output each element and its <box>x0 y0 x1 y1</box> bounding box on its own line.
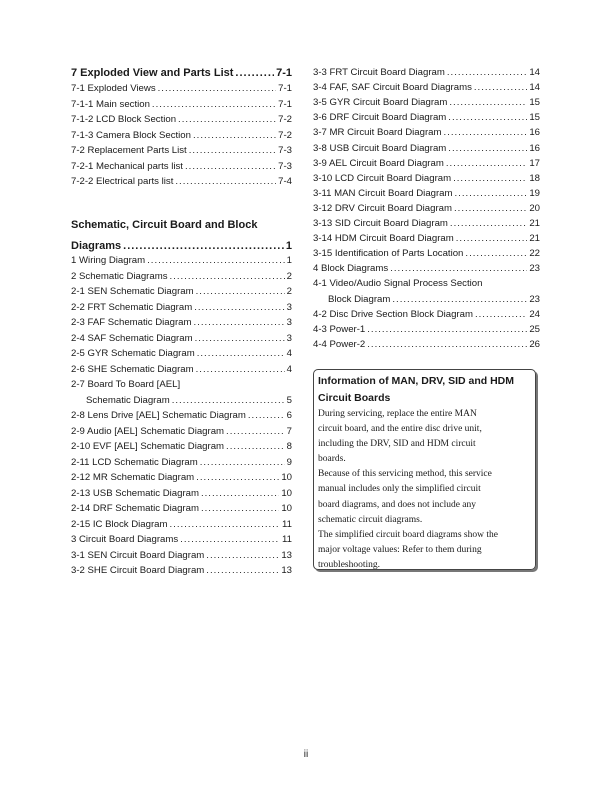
toc-entry[interactable]: 3 Circuit Board Diagrams ..... 11 <box>71 533 292 547</box>
toc-entry[interactable]: 2-4 SAF Schematic Diagram ..... 3 <box>71 332 292 346</box>
leader-dots <box>392 293 527 307</box>
leader-dots <box>475 308 527 322</box>
toc-entry[interactable]: 4-1 Video/Audio Signal Process Section <box>313 278 483 290</box>
toc-entry[interactable]: 2-14 DRF Schematic Diagram ..... 10 <box>71 502 292 516</box>
info-box-line: boards. <box>318 454 346 465</box>
info-box-line: Because of this servicing method, this service <box>318 469 492 480</box>
toc-entry[interactable]: 7-1-2 LCD Block Section ..... 7-2 <box>71 113 292 127</box>
toc-entry[interactable]: 2-7 Board To Board [AEL] <box>71 379 181 390</box>
leader-dots <box>367 323 527 337</box>
toc-entry[interactable]: 3-6 DRF Circuit Board Diagram ..... 15 <box>313 111 540 125</box>
leader-dots <box>474 81 527 95</box>
toc-heading-schematic[interactable]: Diagrams ..... 1 <box>71 239 292 253</box>
leader-dots <box>447 66 527 80</box>
toc-entry[interactable]: 2-2 FRT Schematic Diagram ..... 3 <box>71 301 292 315</box>
leader-dots <box>172 394 285 408</box>
toc-entry[interactable]: 2-1 SEN Schematic Diagram ..... 2 <box>71 285 292 299</box>
leader-dots <box>206 549 279 563</box>
leader-dots <box>453 172 527 186</box>
leader-dots <box>196 471 279 485</box>
toc-entry[interactable]: 4-3 Power-1 ..... 25 <box>313 323 540 337</box>
toc-entry[interactable]: Block Diagram ..... 23 <box>313 293 540 307</box>
leader-dots <box>390 262 527 276</box>
leader-dots <box>235 66 274 80</box>
leader-dots <box>180 533 280 547</box>
leader-dots <box>158 82 277 96</box>
toc-entry[interactable]: 4 Block Diagrams ..... 23 <box>313 262 540 276</box>
info-box-line: including the DRV, SID and HDM circuit <box>318 439 476 450</box>
toc-entry[interactable]: 7-1-1 Main section ..... 7-1 <box>71 98 292 112</box>
toc-entry[interactable]: Schematic Diagram ..... 5 <box>71 394 292 408</box>
leader-dots <box>226 425 285 439</box>
leader-dots <box>465 247 527 261</box>
leader-dots <box>446 157 528 171</box>
toc-entry[interactable]: 7-1-3 Camera Block Section ..... 7-2 <box>71 129 292 143</box>
toc-entry[interactable]: 2-10 EVF [AEL] Schematic Diagram ..... 8 <box>71 440 292 454</box>
page-number: ii <box>303 749 309 760</box>
toc-entry[interactable]: 2-11 LCD Schematic Diagram ..... 9 <box>71 456 292 470</box>
toc-entry[interactable]: 3-8 USB Circuit Board Diagram ..... 16 <box>313 142 540 156</box>
info-box-line: manual includes only the simplified circuit <box>318 484 481 495</box>
info-box-line: board diagrams, and does not include any <box>318 499 477 510</box>
leader-dots <box>444 126 528 140</box>
info-box <box>313 369 536 570</box>
leader-dots <box>185 160 276 174</box>
leader-dots <box>152 98 276 112</box>
toc-entry[interactable]: 2 Schematic Diagrams ..... 2 <box>71 270 292 284</box>
leader-dots <box>200 456 285 470</box>
leader-dots <box>193 129 276 143</box>
toc-entry[interactable]: 3-15 Identification of Parts Location ..... 22 <box>313 247 540 261</box>
toc-entry[interactable]: 2-5 GYR Schematic Diagram ..... 4 <box>71 347 292 361</box>
leader-dots <box>195 332 285 346</box>
info-box-title: Information of MAN, DRV, SID and HDM Circuit Boards <box>318 375 515 404</box>
leader-dots <box>189 144 276 158</box>
leader-dots <box>147 254 285 268</box>
toc-entry[interactable]: 4-2 Disc Drive Section Block Diagram ..... 24 <box>313 308 540 322</box>
leader-dots <box>170 518 281 532</box>
toc-entry[interactable]: 3-1 SEN Circuit Board Diagram ..... 13 <box>71 549 292 563</box>
leader-dots <box>456 232 528 246</box>
toc-entry[interactable]: 3-5 GYR Circuit Board Diagram ..... 15 <box>313 96 540 110</box>
toc-entry[interactable]: 7-2-2 Electrical parts list ..... 7-4 <box>71 175 292 189</box>
toc-entry[interactable]: 2-8 Lens Drive [AEL] Schematic Diagram ..... 6 <box>71 409 292 423</box>
leader-dots <box>450 217 527 231</box>
toc-entry[interactable]: 4-4 Power-2 ..... 26 <box>313 338 540 352</box>
leader-dots <box>248 409 285 423</box>
info-box-line: The simplified circuit board diagrams show the <box>318 529 498 540</box>
info-box-line: schematic circuit diagrams. <box>318 514 423 525</box>
toc-entry[interactable]: 7-1 Exploded Views ..... 7-1 <box>71 82 292 96</box>
info-box-line: circuit board, and the entire disc drive unit, <box>318 424 482 435</box>
leader-dots <box>448 111 527 125</box>
info-box-line: major voltage values: Refer to them during <box>318 544 482 555</box>
toc-entry[interactable]: 2-9 Audio [AEL] Schematic Diagram ..... 7 <box>71 425 292 439</box>
toc-entry[interactable]: 3-12 DRV Circuit Board Diagram ..... 20 <box>313 202 540 216</box>
toc-entry[interactable]: 2-13 USB Schematic Diagram ..... 10 <box>71 487 292 501</box>
leader-dots <box>197 347 285 361</box>
leader-dots <box>194 301 284 315</box>
toc-heading-schematic-line1: Schematic, Circuit Board and Block <box>71 219 258 231</box>
toc-entry[interactable]: 3-14 HDM Circuit Board Diagram ..... 21 <box>313 232 540 246</box>
toc-entry[interactable]: 3-4 FAF, SAF Circuit Board Diagrams ..... 14 <box>313 81 540 95</box>
toc-entry[interactable]: 3-9 AEL Circuit Board Diagram ..... 17 <box>313 157 540 171</box>
leader-dots <box>175 175 276 189</box>
leader-dots <box>178 113 276 127</box>
leader-dots <box>196 285 285 299</box>
toc-entry[interactable]: 2-3 FAF Schematic Diagram ..... 3 <box>71 316 292 330</box>
leader-dots <box>226 440 285 454</box>
toc-entry[interactable]: 2-12 MR Schematic Diagram ..... 10 <box>71 471 292 485</box>
leader-dots <box>123 239 284 253</box>
toc-entry[interactable]: 2-6 SHE Schematic Diagram ..... 4 <box>71 363 292 377</box>
toc-entry[interactable]: 1 Wiring Diagram ..... 1 <box>71 254 292 268</box>
leader-dots <box>196 363 285 377</box>
toc-entry[interactable]: 3-2 SHE Circuit Board Diagram ..... 13 <box>71 564 292 578</box>
leader-dots <box>194 316 285 330</box>
leader-dots <box>201 487 279 501</box>
toc-entry[interactable]: 3-10 LCD Circuit Board Diagram ..... 18 <box>313 172 540 186</box>
toc-entry[interactable]: 3-7 MR Circuit Board Diagram ..... 16 <box>313 126 540 140</box>
leader-dots <box>367 338 527 352</box>
toc-entry[interactable]: 3-13 SID Circuit Board Diagram ..... 21 <box>313 217 540 231</box>
info-box-line: During servicing, replace the entire MAN <box>318 409 477 419</box>
leader-dots <box>448 142 527 156</box>
leader-dots <box>449 96 527 110</box>
leader-dots <box>206 564 279 578</box>
info-box-body <box>318 407 535 573</box>
leader-dots <box>455 187 528 201</box>
leader-dots <box>201 502 279 516</box>
toc-entry[interactable]: 7-2 Replacement Parts List ..... 7-3 <box>71 144 292 158</box>
info-box-line: troubleshooting. <box>318 559 381 570</box>
toc-heading-section7[interactable]: 7 Exploded View and Parts List ..... 7-1 <box>71 66 292 80</box>
toc-entry[interactable]: 7-2-1 Mechanical parts list ..... 7-3 <box>71 160 292 174</box>
toc-entry[interactable]: 3-3 FRT Circuit Board Diagram ..... 14 <box>313 66 540 80</box>
toc-entry[interactable]: 2-15 IC Block Diagram ..... 11 <box>71 518 292 532</box>
toc-entry[interactable]: 3-11 MAN Circuit Board Diagram ..... 19 <box>313 187 540 201</box>
leader-dots <box>454 202 527 216</box>
leader-dots <box>170 270 285 284</box>
